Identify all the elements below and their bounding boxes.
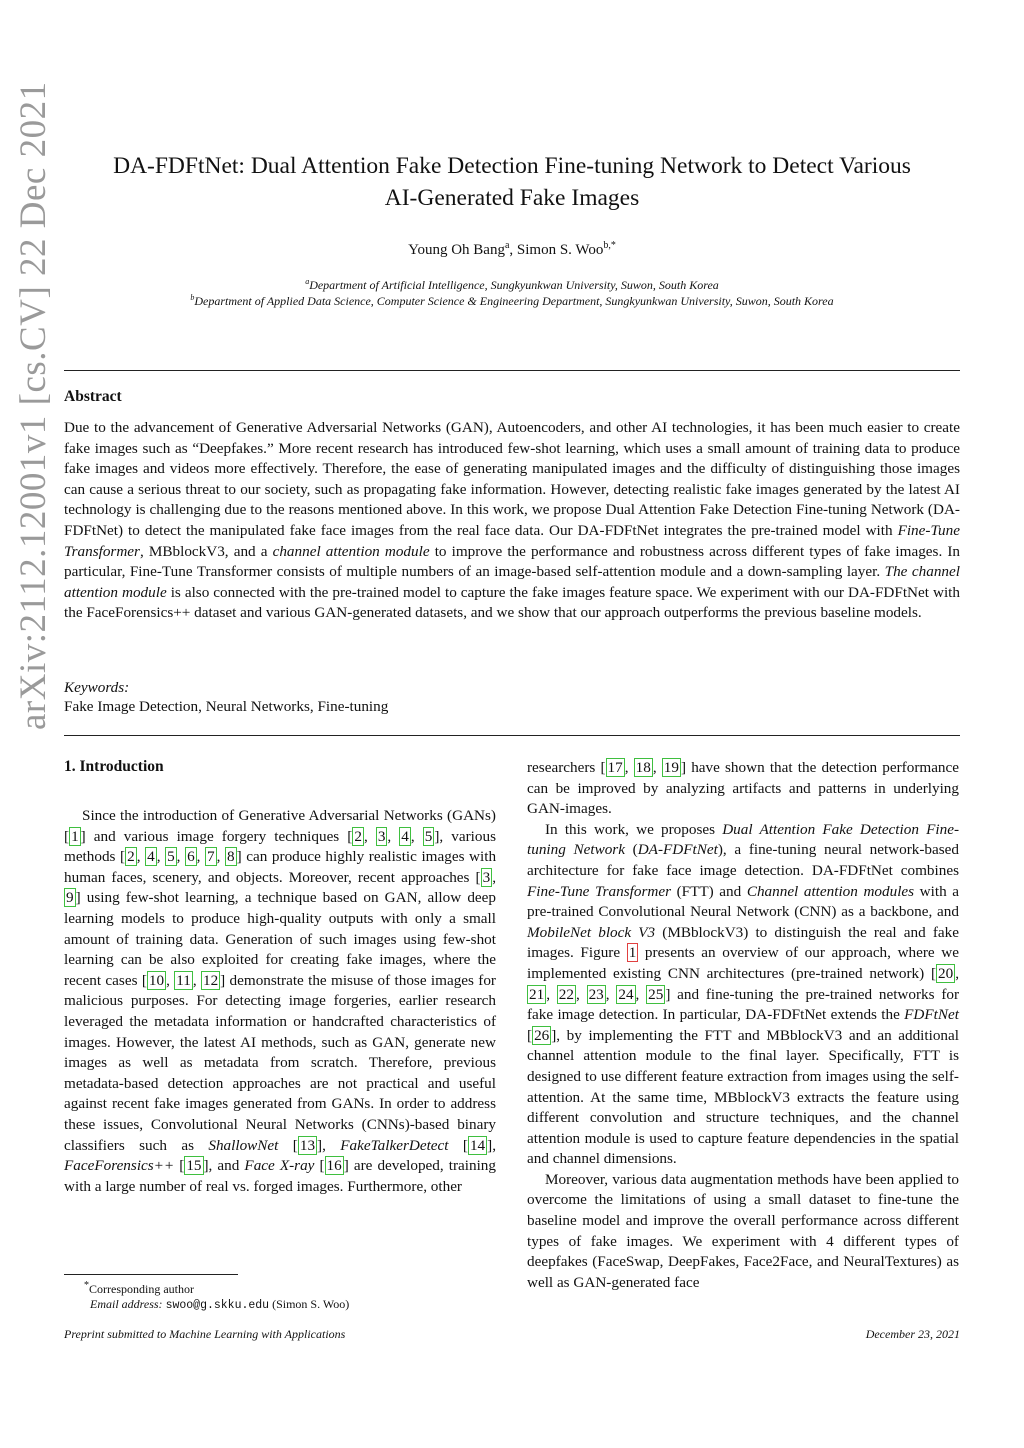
author-2-affil-mark: b,*: [603, 240, 616, 251]
text-run: Since the introduction of Generative Adversarial Networks (GANs): [82, 807, 496, 824]
arxiv-side-stamp: arXiv:2112.12001v1 [cs.CV] 22 Dec 2021: [13, 81, 54, 730]
intro-paragraph-2: In this work, we proposes Dual Attention Fake Detection Fine-tuning Network (DA-FDFtNet), a fine-tuning neural network-based architecture for fake face image detection. DA-FDFtNet combines Fine-Tune Transformer (FTT) and Channel attention modules with a pre-trained Convolutional Neural Network (CNN) as a backbone, and MobileNet block V3 (MBblockV3) to distinguish the real and fake images. Figure 1 presents an overview of our approach, where we implemented existing CNN architectures (pre-trained network) [ 20 , 21 , 22 , 23 , 24 , 25 ] and fine-tuning the pre-trained networks for fake image detection. In particular, DA-FDFtNet extends the FDFtNet [ 26 ], by implementing the FTT and MBblockV3 and an additional channel attention module to the final layer. Specifically, FTT is designed to use different feature extraction from images using the self-attention. At the same time, MBblockV3 extracts the feature using different convolution and structure techniques, and the channel attention module is used to capture feature dependencies in the spatial and channel dimensions.: [527, 820, 960, 1168]
email-label: Email address:: [90, 1297, 163, 1311]
text-run: (MBblockV3) to distinguish the real and fake images. Figure: [527, 923, 959, 962]
footnote-mark: *: [84, 1280, 89, 1291]
intro-paragraph-3: Moreover, various data augmentation methods have been applied to overcome the limitations of using a small dataset to fine-tune the baseline model and improve the overall performance across different types of fake images. We experiment with 4 different types of deepfakes (FaceSwap, DeepFakes, Face2Face, and NeuralTextures) as well as GAN-generated face: [527, 1170, 959, 1291]
text-run: [: [278, 1136, 298, 1154]
title-line-1: DA-FDFtNet: Dual Attention Fake Detection Fine-tuning Network to Detect Various: [113, 153, 911, 179]
citation-link[interactable]: 20: [938, 964, 954, 982]
italic-term: Face X-ray: [244, 1157, 315, 1175]
italic-term: ShallowNet: [208, 1136, 279, 1154]
citation-link[interactable]: 26: [534, 1026, 550, 1044]
text-run: with a pre-trained Convolutional Neural Network (CNN) as a backbone, and: [527, 882, 959, 921]
abstract-text-3: to improve the performance and robustness across different types of fake images. In particular, Fine-Tune Transformer consists of multiple numbers of an image-based self-attention module and a down-sampling layer.: [64, 542, 960, 581]
text-run: presents an overview of our approach, where we implemented existing CNN architectures (pre-trained network) [: [527, 944, 959, 982]
italic-term: FaceForensics++: [64, 1157, 175, 1175]
citation-link[interactable]: 12: [202, 971, 219, 989]
text-run: In this work, we proposes: [545, 820, 723, 838]
text-run: (FTT) and: [670, 882, 747, 900]
citation-link[interactable]: 22: [558, 985, 574, 1003]
italic-term: DA-FDFtNet: [637, 841, 718, 859]
citation-link[interactable]: 24: [618, 985, 634, 1003]
affiliation-b-mark: b: [190, 293, 195, 302]
italic-term: FDFtNet: [904, 1006, 959, 1024]
citation-link[interactable]: 17: [607, 759, 623, 776]
citation-link[interactable]: 2: [127, 848, 135, 866]
affiliation-b-text: Department of Applied Data Science, Computer Science & Engineering Department, Sungkyunkwan University, Suwon, South Korea: [194, 294, 834, 308]
text-run: (: [624, 841, 638, 859]
abstract-italic-1: Fine-Tune Transformer: [64, 521, 960, 560]
text-run: [: [448, 1136, 468, 1154]
abstract-top-rule: [64, 370, 960, 371]
author-1-affil-mark: a: [504, 240, 510, 251]
citation-link[interactable]: 14: [469, 1136, 486, 1154]
citation-link[interactable]: 1: [71, 827, 79, 845]
citation-link[interactable]: 10: [148, 971, 165, 989]
affiliation-a: [60, 277, 964, 293]
citation-link[interactable]: 2: [354, 827, 362, 845]
text-run: ],: [317, 1136, 341, 1154]
citation-link[interactable]: 3: [482, 868, 491, 886]
text-run: ), a fine-tuning neural network-based architecture for fake face image detection. DA-FDFtNet combines: [527, 841, 960, 879]
citation-link[interactable]: 23: [588, 985, 604, 1003]
text-run: ] can produce highly realistic images with human faces, scenery, and objects. Moreover, recent approaches [: [64, 848, 497, 886]
footnote-text: Corresponding author: [89, 1282, 194, 1296]
intro-paragraph-continued: researchers [ 17 , 18 , 19 ] have shown that the detection performance can be improved by analyzing artifacts and patterns in underlying GAN-images.: [527, 759, 960, 818]
affiliation-a-mark: a: [305, 277, 310, 286]
abstract-text-1: Due to the advancement of Generative Adversarial Networks (GAN), Autoencoders, and other AI technologies, it has been much easier to create fake images such as “Deepfakes.” More recent research has introduced few-shot learning, which uses a small amount of training data to produce fake images and videos more effectively. Therefore, the ease of generating manipulated images and the difficulty of distinguishing those images can cause a serious threat to our society, such as propagating fake information. However, detecting realistic fake images generated by the latest AI technology is challenging due to the reasons mentioned above. In this work, we propose Dual Attention Fake Detection Fine-tuning Network (DA-FDFtNet) to detect the manipulated fake face images from the real face data. Our DA-FDFtNet integrates the pre-trained model with: [64, 419, 960, 539]
citation-link[interactable]: 11: [176, 971, 191, 989]
text-run: researchers [: [527, 759, 606, 776]
text-run: ] demonstrate the misuse of those images for malicious purposes. For detecting image forgeries, earlier research leveraged the metadata information or handcrafted characteristics of images. However, the latest AI methods, such as GAN, generate new images as well as metadata from scratch. Therefore, previous metadata-based detection approaches are not practical and useful against recent fake images generated from GANs. In order to address these issues, Convolutional Neural Networks (CNNs)-based binary classifiers such as: [64, 971, 496, 1154]
citation-link[interactable]: 5: [424, 827, 433, 845]
keywords-label: Keywords:: [64, 679, 130, 696]
citation-link[interactable]: 21: [529, 985, 545, 1003]
abstract-italic-3: The channel attention module: [64, 563, 960, 601]
abstract-italic-2: channel attention module: [272, 542, 430, 560]
author-1: Young Oh Bang: [408, 242, 505, 258]
text-run: ], by implementing the FTT and MBblockV3 and an additional channel attention module to the final layer. Specifically, FTT is designed to use different feature extraction from images using the self-attention. At the same time, MBblockV3 extracts the feature using different convolution and structure techniques, and the channel attention module is used to capture feature dependencies in the spatial and channel dimensions.: [527, 1026, 959, 1168]
text-run: ] are developed, training with a large number of real vs. forged images. Furthermore, other: [64, 1157, 496, 1195]
intro-paragraph-1: Since the introduction of Generative Adversarial Networks (GANs)[ 1 ] and various image forgery techniques [ 2 , 3 , 4 , 5 ], various methods [ 2 , 4 , 5 , 6 , 7 , 8 ] can produce highly realistic images with human faces, scenery, and objects. Moreover, recent approaches [ 3 , 9 ] using few-shot learning, a technique based on GAN, allow deep learning models to produce high-quality outputs with only a small amount of training data. Generation of such images using few-shot learning can be also exploited for creating fake images, where the recent cases [ 10 , 11 , 12 ] demonstrate the misuse of those images for malicious purposes. For detecting image forgeries, earlier research leveraged the metadata information or handcrafted characteristics of images. However, the latest AI methods, such as GAN, generate new images as well as metadata from scratch. Therefore, previous metadata-based detection approaches are not practical and useful against recent fake images generated from GANs. In order to address these issues, Convolutional Neural Networks (CNNs)-based binary classifiers such as ShallowNet [ 13 ], FakeTalkerDetect [ 14 ], FaceForensics++ [ 15 ], and Face X-ray [ 16 ] are developed, training with a large number of real vs. forged images. Furthermore, other: [64, 807, 497, 1195]
figure-reference-link[interactable]: 1: [628, 944, 637, 962]
citation-link[interactable]: 16: [326, 1157, 342, 1175]
section-heading-introduction: 1. Introduction: [64, 758, 164, 775]
title-line-2: AI-Generated Fake Images: [384, 185, 640, 211]
text-run: ], various methods [: [64, 827, 497, 866]
affiliation-b: [60, 293, 964, 309]
citation-link[interactable]: 19: [663, 759, 679, 776]
text-run: ],: [487, 1136, 496, 1154]
email-owner: (Simon S. Woo): [269, 1297, 350, 1311]
right-column: [527, 758, 959, 1293]
text-run: ] using few-shot learning, a technique based on GAN, allow deep learning models to produce high-quality outputs with only a small amount of training data. Generation of such images using few-shot learning can be also exploited for creating fake images, where the recent cases [: [64, 889, 496, 989]
abstract-bottom-rule: [64, 735, 960, 736]
citation-link[interactable]: 13: [299, 1136, 316, 1154]
citation-link[interactable]: 6: [187, 848, 195, 866]
citation-link[interactable]: 7: [207, 848, 215, 866]
citation-link[interactable]: 8: [227, 848, 235, 866]
citation-link[interactable]: 3: [377, 827, 386, 845]
italic-term: Fine-Tune Transformer: [527, 882, 671, 900]
italic-term: MobileNet block V3: [527, 923, 656, 941]
text-run: ] and fine-tuning the pre-trained networks for fake image detection. In particular, DA-FDFtNet extends the: [527, 985, 960, 1024]
left-column: [64, 806, 496, 1197]
footer-preprint-note: Preprint submitted to Machine Learning with Applications: [64, 1327, 346, 1341]
footnote-rule: [64, 1274, 238, 1275]
author-separator: ,: [509, 242, 517, 258]
text-run: and various image forgery techniques [: [85, 827, 353, 845]
italic-term: Dual Attention Fake Detection Fine-tuning Network: [527, 820, 959, 859]
paper-title: [60, 150, 964, 214]
footnote-corresponding-author: [84, 1280, 194, 1297]
author-list: [60, 240, 964, 259]
citation-link[interactable]: 25: [648, 985, 664, 1003]
text-run: [: [314, 1157, 325, 1175]
citation-link[interactable]: 4: [401, 827, 409, 845]
text-run: [: [527, 1026, 533, 1044]
italic-term: FakeTalkerDetect: [340, 1136, 449, 1154]
citation-link[interactable]: 15: [186, 1157, 202, 1175]
text-run: [: [174, 1157, 185, 1175]
author-2: Simon S. Woo: [516, 242, 604, 258]
footer-date: December 23, 2021: [865, 1327, 960, 1341]
abstract-heading: Abstract: [64, 388, 122, 405]
citation-link[interactable]: 18: [635, 759, 651, 776]
citation-link[interactable]: 4: [147, 848, 155, 866]
keywords-text: Fake Image Detection, Neural Networks, Fine-tuning: [64, 698, 389, 715]
affiliation-a-text: Department of Artificial Intelligence, Sungkyunkwan University, Suwon, South Korea: [309, 278, 719, 292]
text-run: ], and: [203, 1157, 245, 1175]
abstract-body: [64, 418, 960, 624]
text-run: ] have shown that the detection performance can be improved by analyzing artifacts and patterns in underlying GAN-images.: [527, 759, 960, 818]
footnote-email: [90, 1297, 349, 1312]
email-address-link[interactable]: swoo@g.skku.edu: [165, 1299, 270, 1312]
citation-link[interactable]: 5: [167, 848, 175, 866]
italic-term: Channel attention modules: [746, 882, 915, 900]
citation-link[interactable]: 9: [66, 889, 74, 907]
abstract-text-2: , MBblockV3, and a: [139, 542, 273, 560]
abstract-text-4: is also connected with the pre-trained model to capture the fake images feature space. We experiment with our DA-FDFtNet with the FaceForensics++ dataset and various GAN-generated datasets, and we show that our approach outperforms the previous baseline models.: [64, 583, 960, 622]
